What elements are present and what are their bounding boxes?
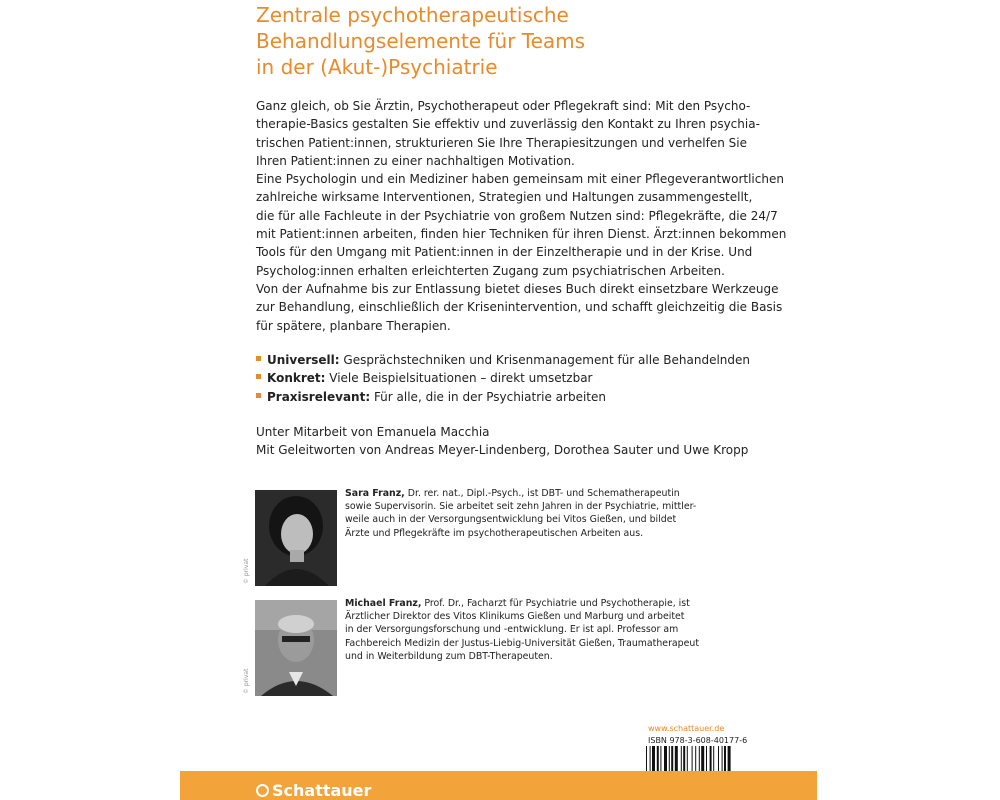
barcode-bar [660,746,661,772]
photo-credit: © privat [243,558,250,584]
photo-credit: © privat [243,668,250,694]
credit-line: Unter Mitarbeit von Emanuela Macchia [256,425,490,439]
bio-line: in der Versorgungsforschung und -entwicklung. Er ist apl. Professor am [345,624,679,636]
schattauer-logo-icon [256,784,269,797]
feature-label: Praxisrelevant: [267,389,371,404]
blurb-line: therapie-Basics gestalten Sie effektiv und zuverlässig den Kontakt zu Ihren psychia- [256,117,760,132]
author-bio-michael-franz [345,597,725,663]
feature-item [256,369,750,387]
publisher-name: Schattauer [272,781,372,800]
barcode [646,746,756,772]
bio-line: Dr. rer. nat., Dipl.-Psych., ist DBT- und Schematherapeutin [404,488,680,499]
barcode-bar [681,746,682,772]
barcode-bar [669,746,670,772]
blurb-line: Eine Psychologin und ein Mediziner haben gemeinsam mit einer Pflegeverantwortlichen [256,172,784,187]
barcode-bar [652,746,655,772]
barcode-bar [657,746,659,772]
barcode-bar [724,746,726,772]
blurb-text [256,97,787,335]
barcode-bar [692,746,693,772]
barcode-bar [718,746,719,772]
author-photo-michael-franz [255,600,337,696]
publisher-url[interactable]: www.schattauer.de [648,724,725,733]
bio-line: sowie Supervisorin. Sie arbeitet seit zehn Jahren in der Psychiatrie, mittler- [345,501,697,513]
barcode-bar [728,746,731,772]
bio-line: Prof. Dr., Facharzt für Psychiatrie und Psychotherapie, ist [421,598,690,609]
barcode-bar [646,746,647,772]
feature-list [256,351,750,406]
bio-line: und in Weiterbildung zum DBT-Therapeuten. [345,650,553,662]
barcode-bar [675,746,678,772]
barcode-bar [706,746,707,772]
bio-line: Ärztlicher Direktor des Vitos Klinikums Gießen und Marburg und arbeitet [345,611,685,623]
bio-line: Fachbereich Medizin der Justus-Liebig-Universität Gießen, Traumatherapeut [345,637,700,649]
feature-item [256,351,750,369]
bullet-square-icon [256,356,261,361]
headline [256,2,816,80]
barcode-bar [722,746,723,772]
contributor-credits [256,423,748,460]
feature-text: Gesprächstechniken und Krisenmanagement für alle Behandelnden [339,353,750,367]
isbn-number: ISBN 978-3-608-40177-6 [648,736,748,745]
blurb-line: Ganz gleich, ob Sie Ärztin, Psychotherapeut oder Pflegekraft sind: Mit den Psycho- [256,99,751,113]
barcode-bar [695,746,696,772]
headline-line: in der (Akut-)Psychiatrie [256,55,498,79]
barcode-bar [699,746,700,772]
feature-item [256,388,750,406]
feature-label: Konkret: [267,371,326,386]
blurb-line: trischen Patient:innen, strukturieren Sie Ihre Therapiesitzungen und verhelfen Sie [256,135,747,150]
barcode-bar [710,746,712,772]
barcode-bar [683,746,685,772]
headline-line: Zentrale psychotherapeutische [256,3,569,27]
barcode-bar [701,746,704,772]
blurb-line: Ihren Patient:innen zu einer nachhaltigen Motivation. [256,153,575,168]
author-bio-sara-franz [345,487,725,540]
blurb-line: Von der Aufnahme bis zur Entlassung bietet dieses Buch direkt einsetzbare Werkzeuge [256,281,779,296]
blurb-line: die für alle Fachleute in der Psychiatrie von großem Nutzen sind: Pflegekräfte, die 24/7 [256,208,778,223]
barcode-bar [650,746,651,772]
credit-line: Mit Geleitworten von Andreas Meyer-Lindenberg, Dorothea Sauter und Uwe Kropp [256,443,749,458]
barcode-bar [713,746,714,772]
author-name: Sara Franz, [345,488,405,499]
blurb-line: zur Behandlung, einschließlich der Krisenintervention, und schafft gleichzeitig die Basis [256,300,783,315]
publisher-logo [256,781,371,800]
feature-text: Für alle, die in der Psychiatrie arbeiten [370,389,606,404]
bio-line: weile auch in der Versorgungsentwicklung bei Vitos Gießen, und bildet [345,514,677,526]
barcode-bar [664,746,667,772]
headline-line: Behandlungselemente für Teams [256,29,586,53]
bullet-square-icon [256,374,261,379]
feature-text: Viele Beispielsituationen – direkt umsetzbar [325,371,593,386]
bullet-square-icon [256,393,261,398]
author-photo-sara-franz [255,490,337,586]
author-name: Michael Franz, [345,598,422,609]
feature-label: Universell: [267,353,340,367]
blurb-line: Tools für den Umgang mit Patient:innen in der Einzeltherapie und in der Krise. Und [256,245,753,260]
barcode-bar [687,746,688,772]
blurb-line: für spätere, planbare Therapien. [256,318,451,333]
blurb-line: mit Patient:innen arbeiten, finden hier Techniken für ihren Dienst. Ärzt:innen bekommen [256,227,787,242]
blurb-line: zahlreiche wirksame Interventionen, Strategien und Haltungen zusammengestellt, [256,190,753,205]
bio-line: Ärzte und Pflegekräfte im psychotherapeutischen Arbeiten aus. [345,527,644,539]
barcode-bar [671,746,673,772]
blurb-line: Psycholog:innen erhalten erleichterten Zugang zum psychiatrischen Arbeiten. [256,263,725,278]
